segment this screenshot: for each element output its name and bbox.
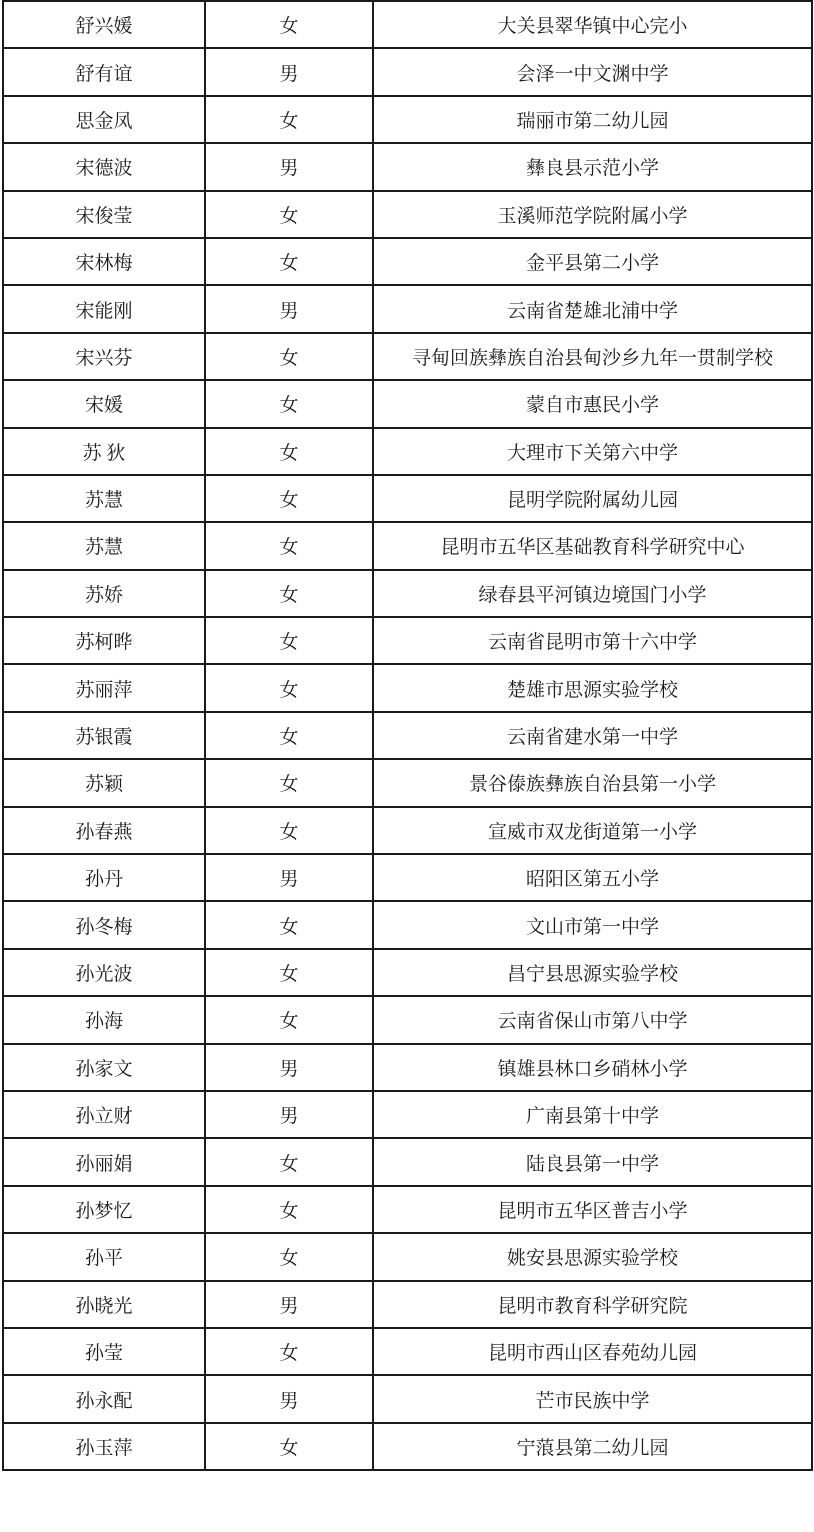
name-cell: 孙光波 bbox=[3, 949, 205, 996]
school-cell: 寻甸回族彝族自治县甸沙乡九年一贯制学校 bbox=[373, 333, 812, 380]
name-cell: 孙丽娟 bbox=[3, 1138, 205, 1185]
school-cell: 彝良县示范小学 bbox=[373, 143, 812, 190]
table-row bbox=[3, 1, 812, 48]
gender-cell: 女 bbox=[205, 96, 373, 143]
school-cell: 金平县第二小学 bbox=[373, 238, 812, 285]
school-cell: 昭阳区第五小学 bbox=[373, 854, 812, 901]
gender-cell: 女 bbox=[205, 807, 373, 854]
school-cell: 云南省建水第一中学 bbox=[373, 712, 812, 759]
school-cell: 瑞丽市第二幼儿园 bbox=[373, 96, 812, 143]
table-row bbox=[3, 901, 812, 948]
gender-cell: 男 bbox=[205, 48, 373, 95]
table-row bbox=[3, 191, 812, 238]
school-cell: 云南省保山市第八中学 bbox=[373, 996, 812, 1043]
school-cell: 姚安县思源实验学校 bbox=[373, 1233, 812, 1280]
school-cell: 大关县翠华镇中心完小 bbox=[373, 1, 812, 48]
table-row bbox=[3, 1138, 812, 1185]
name-cell: 苏银霞 bbox=[3, 712, 205, 759]
name-cell: 宋媛 bbox=[3, 380, 205, 427]
school-cell: 大理市下关第六中学 bbox=[373, 428, 812, 475]
gender-cell: 女 bbox=[205, 759, 373, 806]
table-row bbox=[3, 1186, 812, 1233]
gender-cell: 男 bbox=[205, 854, 373, 901]
school-cell: 云南省楚雄北浦中学 bbox=[373, 285, 812, 332]
name-cell: 苏慧 bbox=[3, 475, 205, 522]
table-row bbox=[3, 807, 812, 854]
table-row bbox=[3, 712, 812, 759]
name-cell: 孙梦忆 bbox=[3, 1186, 205, 1233]
school-cell: 镇雄县林口乡硝林小学 bbox=[373, 1044, 812, 1091]
table-row bbox=[3, 238, 812, 285]
gender-cell: 女 bbox=[205, 949, 373, 996]
gender-cell: 女 bbox=[205, 712, 373, 759]
school-cell: 会泽一中文渊中学 bbox=[373, 48, 812, 95]
name-cell: 孙立财 bbox=[3, 1091, 205, 1138]
gender-cell: 女 bbox=[205, 522, 373, 569]
school-cell: 文山市第一中学 bbox=[373, 901, 812, 948]
gender-cell: 女 bbox=[205, 1423, 373, 1470]
name-cell: 孙冬梅 bbox=[3, 901, 205, 948]
name-cell: 苏柯晔 bbox=[3, 617, 205, 664]
table-row bbox=[3, 664, 812, 711]
school-cell: 云南省昆明市第十六中学 bbox=[373, 617, 812, 664]
name-cell: 孙晓光 bbox=[3, 1281, 205, 1328]
table-row bbox=[3, 1233, 812, 1280]
gender-cell: 女 bbox=[205, 238, 373, 285]
school-cell: 昆明市五华区基础教育科学研究中心 bbox=[373, 522, 812, 569]
gender-cell: 女 bbox=[205, 901, 373, 948]
table-row bbox=[3, 48, 812, 95]
gender-cell: 男 bbox=[205, 1375, 373, 1422]
table-row bbox=[3, 617, 812, 664]
gender-cell: 女 bbox=[205, 617, 373, 664]
name-cell: 孙玉萍 bbox=[3, 1423, 205, 1470]
table-row bbox=[3, 759, 812, 806]
gender-cell: 女 bbox=[205, 664, 373, 711]
table-row bbox=[3, 96, 812, 143]
name-cell: 孙永配 bbox=[3, 1375, 205, 1422]
school-cell: 昌宁县思源实验学校 bbox=[373, 949, 812, 996]
gender-cell: 女 bbox=[205, 996, 373, 1043]
gender-cell: 女 bbox=[205, 428, 373, 475]
table-row bbox=[3, 1091, 812, 1138]
school-cell: 昆明市教育科学研究院 bbox=[373, 1281, 812, 1328]
school-cell: 楚雄市思源实验学校 bbox=[373, 664, 812, 711]
school-cell: 昆明市西山区春苑幼儿园 bbox=[373, 1328, 812, 1375]
table-row bbox=[3, 570, 812, 617]
gender-cell: 女 bbox=[205, 1138, 373, 1185]
school-cell: 陆良县第一中学 bbox=[373, 1138, 812, 1185]
table-row bbox=[3, 380, 812, 427]
name-cell: 苏慧 bbox=[3, 522, 205, 569]
name-cell: 思金凤 bbox=[3, 96, 205, 143]
gender-cell: 女 bbox=[205, 1233, 373, 1280]
table-row bbox=[3, 854, 812, 901]
table-row bbox=[3, 143, 812, 190]
name-cell: 宋林梅 bbox=[3, 238, 205, 285]
table-row bbox=[3, 475, 812, 522]
gender-cell: 女 bbox=[205, 1, 373, 48]
name-cell: 孙平 bbox=[3, 1233, 205, 1280]
name-cell: 宋能刚 bbox=[3, 285, 205, 332]
school-cell: 广南县第十中学 bbox=[373, 1091, 812, 1138]
school-cell: 芒市民族中学 bbox=[373, 1375, 812, 1422]
table-row bbox=[3, 428, 812, 475]
school-cell: 景谷傣族彝族自治县第一小学 bbox=[373, 759, 812, 806]
name-cell: 宋兴芬 bbox=[3, 333, 205, 380]
name-cell: 苏颖 bbox=[3, 759, 205, 806]
gender-cell: 男 bbox=[205, 143, 373, 190]
gender-cell: 男 bbox=[205, 285, 373, 332]
school-cell: 蒙自市惠民小学 bbox=[373, 380, 812, 427]
school-cell: 玉溪师范学院附属小学 bbox=[373, 191, 812, 238]
gender-cell: 女 bbox=[205, 570, 373, 617]
gender-cell: 女 bbox=[205, 1186, 373, 1233]
gender-cell: 男 bbox=[205, 1091, 373, 1138]
gender-cell: 女 bbox=[205, 191, 373, 238]
school-cell: 昆明学院附属幼儿园 bbox=[373, 475, 812, 522]
school-cell: 绿春县平河镇边境国门小学 bbox=[373, 570, 812, 617]
name-cell: 舒有谊 bbox=[3, 48, 205, 95]
school-cell: 昆明市五华区普吉小学 bbox=[373, 1186, 812, 1233]
name-cell: 宋德波 bbox=[3, 143, 205, 190]
roster-table bbox=[2, 0, 813, 1471]
table-row bbox=[3, 1281, 812, 1328]
gender-cell: 女 bbox=[205, 475, 373, 522]
name-cell: 宋俊莹 bbox=[3, 191, 205, 238]
name-cell: 孙丹 bbox=[3, 854, 205, 901]
name-cell: 孙海 bbox=[3, 996, 205, 1043]
gender-cell: 女 bbox=[205, 333, 373, 380]
name-cell: 孙家文 bbox=[3, 1044, 205, 1091]
table-row bbox=[3, 996, 812, 1043]
gender-cell: 男 bbox=[205, 1281, 373, 1328]
school-cell: 宣威市双龙街道第一小学 bbox=[373, 807, 812, 854]
gender-cell: 男 bbox=[205, 1044, 373, 1091]
name-cell: 苏丽萍 bbox=[3, 664, 205, 711]
table-row bbox=[3, 285, 812, 332]
name-cell: 孙莹 bbox=[3, 1328, 205, 1375]
gender-cell: 女 bbox=[205, 380, 373, 427]
gender-cell: 女 bbox=[205, 1328, 373, 1375]
table-row bbox=[3, 1328, 812, 1375]
table-row bbox=[3, 1044, 812, 1091]
table-row bbox=[3, 1375, 812, 1422]
table-row bbox=[3, 1423, 812, 1470]
name-cell: 孙春燕 bbox=[3, 807, 205, 854]
roster-body bbox=[3, 1, 812, 1470]
name-cell: 舒兴媛 bbox=[3, 1, 205, 48]
school-cell: 宁蒗县第二幼儿园 bbox=[373, 1423, 812, 1470]
table-row bbox=[3, 333, 812, 380]
table-row bbox=[3, 949, 812, 996]
table-row bbox=[3, 522, 812, 569]
name-cell: 苏 狄 bbox=[3, 428, 205, 475]
name-cell: 苏娇 bbox=[3, 570, 205, 617]
